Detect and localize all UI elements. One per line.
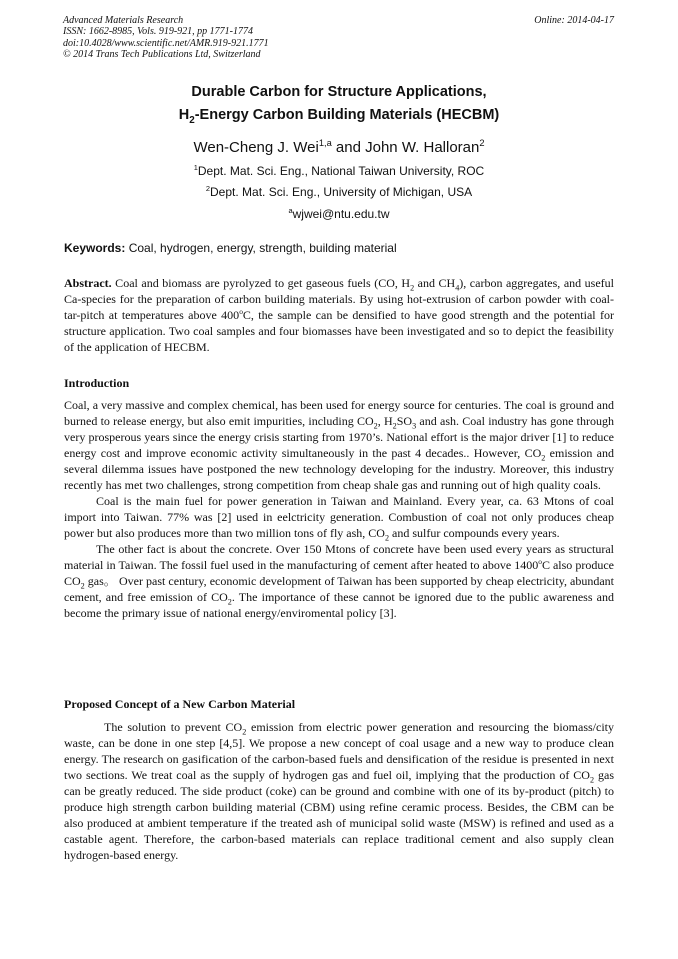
paper-title-line1: Durable Carbon for Structure Applications,	[191, 84, 487, 100]
section-heading-concept: Proposed Concept of a New Carbon Material	[64, 697, 296, 711]
affiliation-2: $^2$Dept. Mat. Sci. Eng., University of Michigan, USA	[205, 184, 473, 199]
author-2: John W. Halloran	[365, 139, 480, 156]
concept-body	[64, 719, 614, 863]
issn-line: ISSN: 1662-8985, Vols. 919-921, pp 1771-1774	[63, 26, 253, 38]
abstract-label: Abstract.	[64, 276, 112, 290]
author-list: Wen-Cheng J. Wei$^{1,a}$ and John W. Halloran$^2$	[193, 138, 485, 156]
concept-paragraph: The solution to prevent $CO_2$ emission from electric power generation and resourcing the biomass/city waste, can be done in one step [4,5]. We propose a new concept of coal usage and a new way to produce clean energy. The research on gasification of the carbon-based fuels and densification of the residue is presented in next two sections. We treat coal as the supply of hydrogen gas and fuel oil, implying that the production of $CO_2$ gas can be greatly reduced. The side product (coke) can be ground and combine with one of its by-product (pitch) to produce high strength carbon building material (CBM) using refine ceramic process. Besides, the CBM can be also produced at ambient temperature if the treated ash of municipal solid waste (MSW) is refined and used as a castable agent. Therefore, the carbon-based materials can replace traditional cement and also supply clean hydrogen-based energy.	[64, 720, 614, 862]
affiliation-1: $^1$Dept. Mat. Sci. Eng., National Taiwan University, ROC	[193, 163, 485, 178]
paper-title-line2: $H_2$-Energy Carbon Building Materials (HECBM)	[178, 107, 500, 126]
intro-paragraph-3: The other fact is about the concrete. Over 150 Mtons of concrete have been used every years as structural material in Taiwan. The fossil fuel used in the manufacturing of cement after heated to above 1400$^o$C also produce $CO_2$ gas。 Over past century, economic development of Taiwan has been supported by cheap electricity, abundant cement, and free emission of $CO_2$. The importance of these cannot be ignored due to the public awareness and become the primary issue of national energy/enviromental policy [3].	[64, 542, 615, 620]
keywords: Keywords: Coal, hydrogen, energy, strength, building material	[64, 241, 397, 255]
doi-line: doi:10.4028/www.scientific.net/AMR.919-921.1771	[63, 37, 269, 49]
copyright-line: © 2014 Trans Tech Publications Ltd, Switzerland	[63, 49, 261, 61]
author-1: Wen-Cheng J. Wei	[193, 139, 319, 156]
journal-header	[63, 15, 269, 61]
section-heading-introduction: Introduction	[64, 376, 130, 390]
abstract-paragraph: Abstract. Coal and biomass are pyrolyzed to get gaseous fuels (CO, $H_2$ and $CH_4$), carbon aggregates, and useful Ca-species for the preparation of carbon building materials. By using hot-extrusion of carbon powder with coal-tar-pitch at temperatures above 400$^o$C, the sample can be densified to have good strength and the potential for structure application. Two coal samples and four biomasses have been investigated and so to depict the feasibility of the application of HECBM.	[64, 276, 615, 354]
introduction-body	[64, 397, 614, 621]
intro-paragraph-1: Coal, a very massive and complex chemical, has been used for energy source for centuries. The coal is ground and burned to release energy, but also emit impurities, including $CO_2$, $H_2SO_3$ and ash. Coal industry has gone through very prosperous years since the energy crisis starting from 1970’s. National effort is the major driver [1] to reduce energy cost and improve economic activity simultaneously in the past 4 decades.. However, $CO_2$ emission and several dilemma issues have postponed the new technology developing for the industry. Moreover, this industry recently has met two challenges, strong competition from cheap shale gas and running out of high quality coals.	[64, 398, 614, 492]
author-email: $^a$wjwei@ntu.edu.tw	[288, 206, 390, 221]
intro-paragraph-2: Coal is the main fuel for power generation in Taiwan and Mainland. Every year, ca. 63 Mtons of coal import into Taiwan. 77% was [2] used in eelctricity generation. Combustion of coal not only produces cheap power but also produces more than two million tons of fly ash, $CO_2$ and sulfur compounds every years.	[64, 494, 614, 543]
online-date: Online: 2014-04-17	[534, 15, 614, 26]
journal-name: Advanced Materials Research	[63, 15, 184, 26]
